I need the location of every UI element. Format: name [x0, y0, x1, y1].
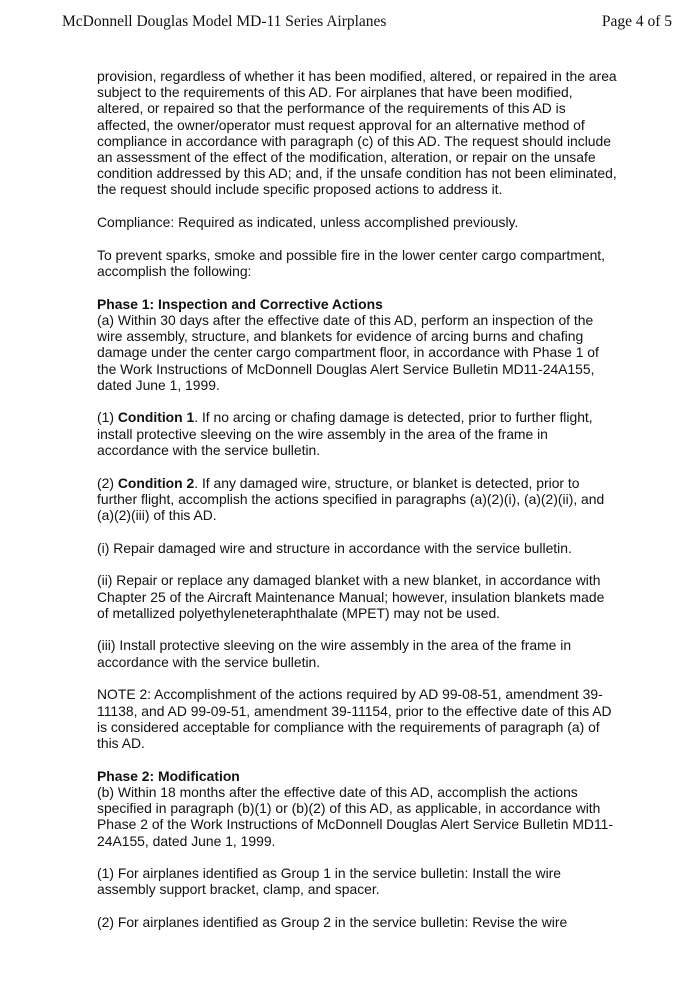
paragraph-condition-2	[97, 475, 617, 524]
paragraph-a2-iii: (iii) Install protective sleeving on the wire assembly in the area of the frame in accordance with the service bulletin.	[97, 637, 572, 670]
phase2-section	[97, 768, 617, 849]
paragraph-a2-i: (i) Repair damaged wire and structure in accordance with the service bulletin.	[97, 539, 572, 556]
paragraph-compliance: Compliance: Required as indicated, unless accomplished previously.	[97, 214, 519, 231]
condition-1-text: . If no arcing or chafing damage is detected, prior to further flight, install protective sleeving on the wire assembly in the area of the frame in accordance with the service bulletin.	[97, 409, 593, 458]
condition-2-label: Condition 2	[117, 474, 195, 491]
paragraph-condition-1	[97, 409, 617, 458]
paragraph-b2: (2) For airplanes identified as Group 2 in the service bulletin: Revise the wire	[97, 914, 568, 931]
phase1-section	[97, 296, 617, 393]
document-title: McDonnell Douglas Model MD-11 Series Airplanes	[62, 13, 387, 30]
condition-2-prefix: (2)	[97, 474, 118, 491]
page-header	[62, 13, 672, 35]
phase1-paragraph-a: (a) Within 30 days after the effective date of this AD, perform an inspection of the wire assembly, structure, and blankets for evidence of arcing burns and chafing damage under the center cargo compartment floor, in accordance with Phase 1 of the Work Instructions of McDonnell Douglas Alert Service Bulletin MD11-24A155, dated June 1, 1999.	[97, 311, 599, 393]
paragraph-note-2: NOTE 2: Accomplishment of the actions required by AD 99-08-51, amendment 39-11138, and AD 99-09-51, amendment 39-11154, prior to the effective date of this AD is considered acceptable for compliance with the requirements of paragraph (a) of this AD.	[97, 686, 612, 751]
paragraph-b1: (1) For airplanes identified as Group 1 in the service bulletin: Install the wire assembly support bracket, clamp, and spacer.	[97, 865, 562, 898]
paragraph-prevent: To prevent sparks, smoke and possible fire in the lower center cargo compartment, accomplish the following:	[97, 246, 606, 280]
condition-1-prefix: (1)	[97, 409, 118, 426]
document-body	[97, 68, 617, 947]
phase2-paragraph-b: (b) Within 18 months after the effective date of this AD, accomplish the actions specified in paragraph (b)(1) or (b)(2) of this AD, as applicable, in accordance with Phase 2 of the Work Instructions of McDonnell Douglas Alert Service Bulletin MD11-24A155, dated June 1, 1999.	[97, 783, 613, 849]
condition-2-text: . If any damaged wire, structure, or blanket is detected, prior to further flight, accomplish the actions specified in paragraphs (a)(2)(i), (a)(2)(ii), and (a)(2)(iii) of this AD.	[97, 474, 605, 523]
page-number: Page 4 of 5	[601, 13, 672, 30]
condition-1-label: Condition 1	[117, 409, 195, 426]
paragraph-intro: provision, regardless of whether it has been modified, altered, or repaired in the area subject to the requirements of this AD. For airplanes that have been modified, altered, or repaired so that the performance of the requirements of this AD is affected, the owner/operator must request approval for an alternative method of compliance in accordance with paragraph (c) of this AD. The request should include an assessment of the effect of the modification, alteration, or repair on the unsafe condition addressed by this AD; and, if the unsafe condition has not been eliminated, the request should include specific proposed actions to address it.	[97, 68, 617, 198]
phase2-heading: Phase 2: Modification	[97, 767, 240, 784]
paragraph-a2-ii: (ii) Repair or replace any damaged blanket with a new blanket, in accordance with Chapter 25 of the Aircraft Maintenance Manual; however, insulation blankets made of metallized polyethyleneteraphthalate (MPET) may not be used.	[97, 572, 605, 621]
phase1-heading: Phase 1: Inspection and Corrective Actions	[97, 295, 383, 312]
